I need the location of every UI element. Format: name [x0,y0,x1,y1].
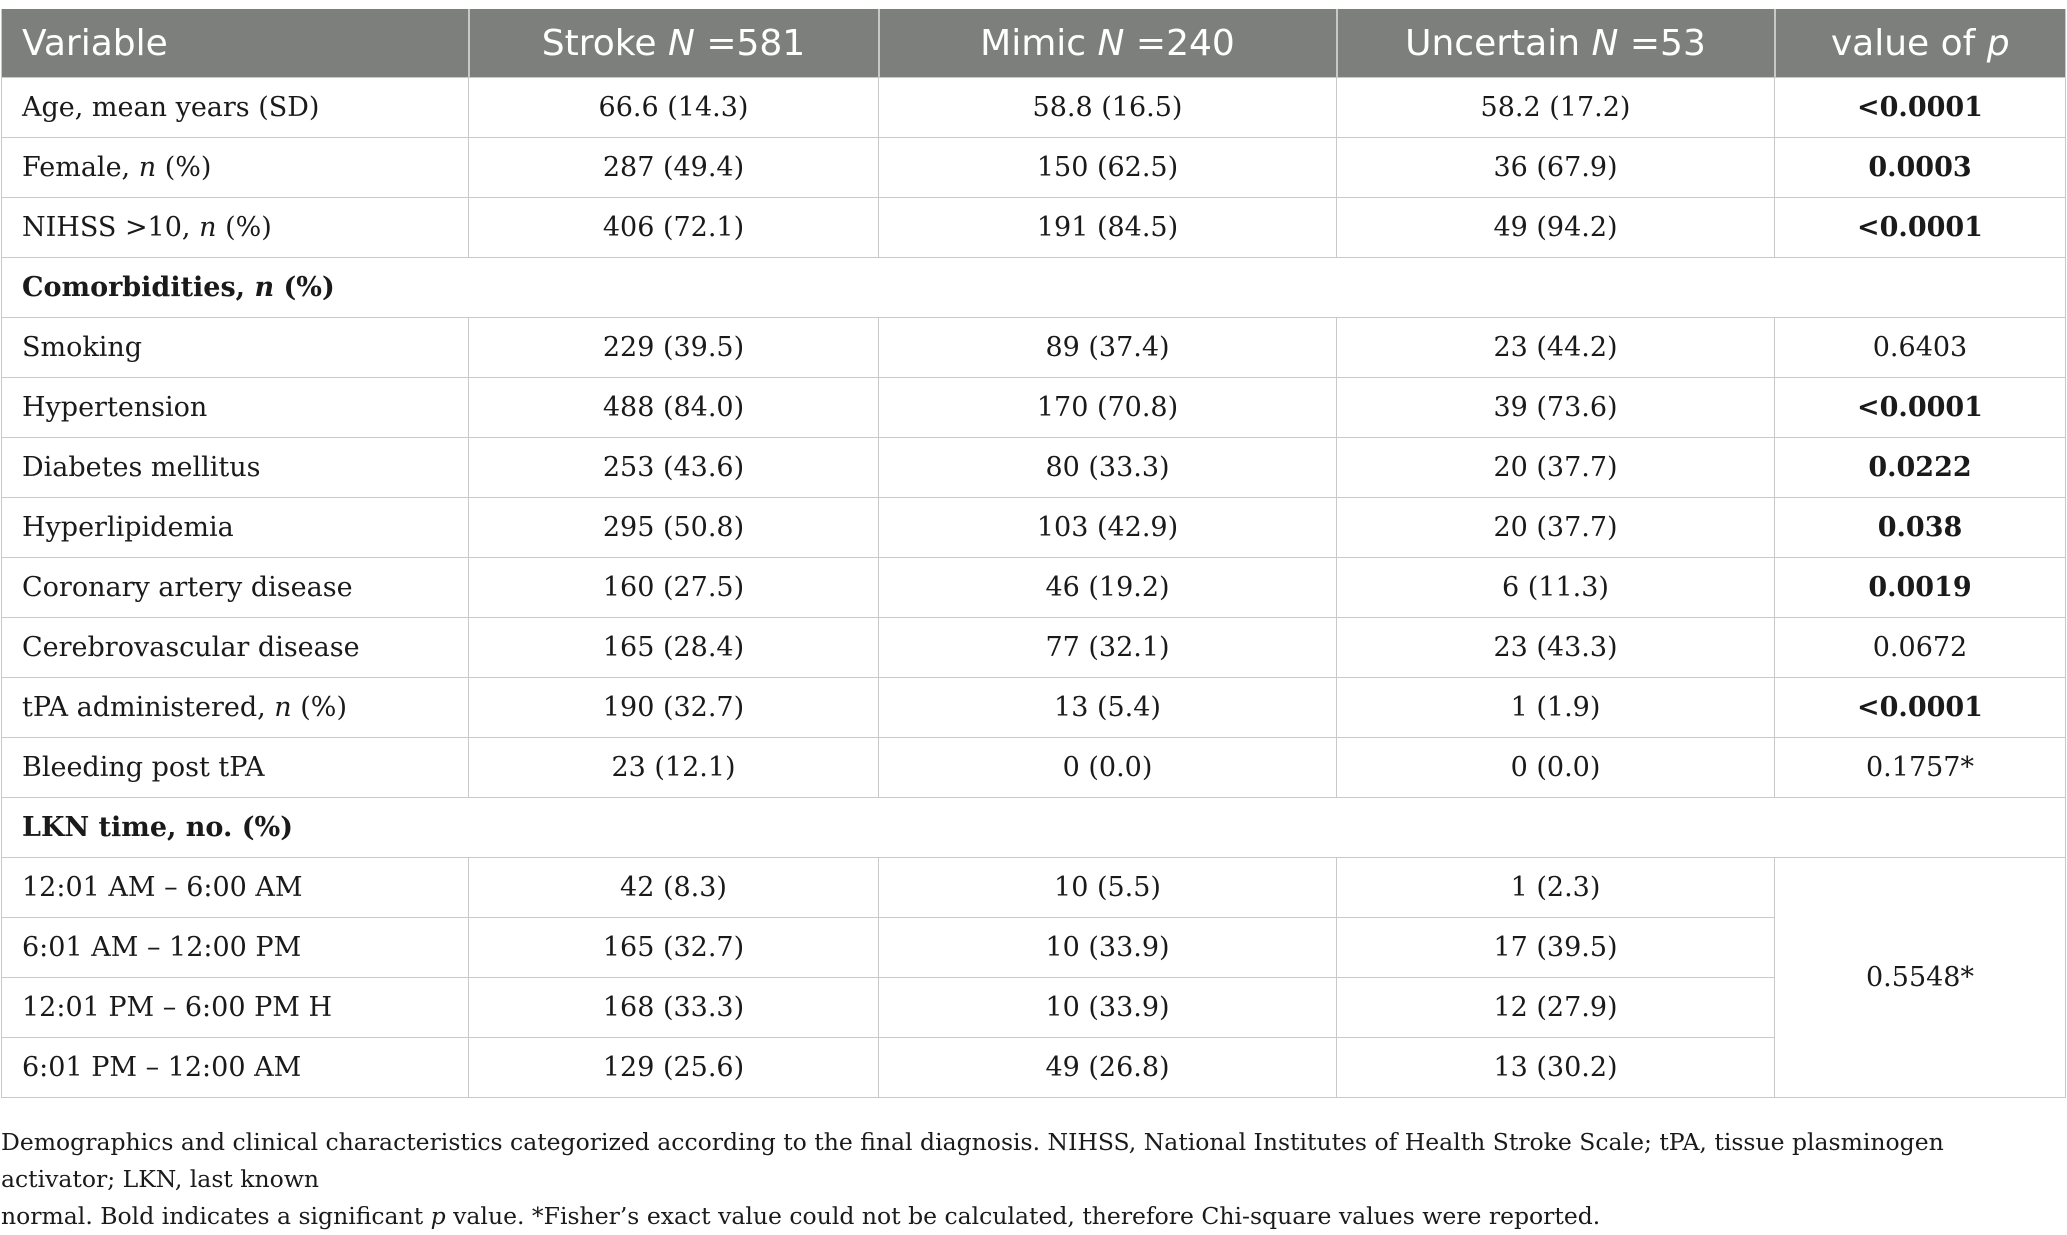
cell-mimic: 80 (33.3) [879,438,1337,498]
cell-p-value: 0.0019 [1775,558,2066,618]
cell-mimic: 170 (70.8) [879,378,1337,438]
cell-mimic: 49 (26.8) [879,1038,1337,1098]
row-label [2,858,469,918]
cell-uncertain: 39 (73.6) [1337,378,1775,438]
header-row [2,9,2066,78]
cell-stroke: 66.6 (14.3) [469,78,879,138]
row-label [2,318,469,378]
cell-stroke: 165 (32.7) [469,918,879,978]
row-label-part: (%) [216,212,272,243]
row-label [2,378,469,438]
cell-p-value: 0.0003 [1775,138,2066,198]
row-label [2,1038,469,1098]
cell-p-value: 0.038 [1775,498,2066,558]
column-header [2,9,469,78]
table-row [2,318,2066,378]
cell-mimic: 191 (84.5) [879,198,1337,258]
cell-uncertain: 0 (0.0) [1337,738,1775,798]
row-label [2,918,469,978]
row-label [2,138,469,198]
row-label [2,618,469,678]
table-row [2,978,2066,1038]
cell-stroke: 229 (39.5) [469,318,879,378]
column-header [1775,9,2066,78]
column-header [469,9,879,78]
row-label-part: 12:01 AM – 6:00 AM [22,872,303,903]
cell-uncertain: 49 (94.2) [1337,198,1775,258]
column-header-symbol: N [1097,22,1125,64]
cell-p-value: <0.0001 [1775,78,2066,138]
row-label [2,558,469,618]
column-header-symbol: N [1591,22,1619,64]
column-header-count: =240 [1124,22,1235,64]
row-label [2,978,469,1038]
cell-uncertain: 20 (37.7) [1337,438,1775,498]
table-row [2,498,2066,558]
table-row [2,78,2066,138]
cell-p-value: 0.5548* [1775,858,2066,1098]
cell-uncertain: 12 (27.9) [1337,978,1775,1038]
cell-uncertain: 23 (44.2) [1337,318,1775,378]
cell-mimic: 0 (0.0) [879,738,1337,798]
section-row [2,258,2066,318]
column-header [879,9,1337,78]
cell-uncertain: 1 (1.9) [1337,678,1775,738]
table-body [2,78,2066,1098]
row-label [2,498,469,558]
cell-stroke: 168 (33.3) [469,978,879,1038]
column-header-label: Variable [22,22,168,64]
table-row [2,738,2066,798]
row-label [2,738,469,798]
cell-stroke: 129 (25.6) [469,1038,879,1098]
row-label-part: n [274,692,292,723]
cell-stroke: 406 (72.1) [469,198,879,258]
cell-uncertain: 17 (39.5) [1337,918,1775,978]
cell-stroke: 165 (28.4) [469,618,879,678]
section-label [2,258,2066,318]
column-header [1337,9,1775,78]
row-label-part: Hyperlipidemia [22,512,234,543]
table-row [2,378,2066,438]
row-label-part: (%) [274,272,335,303]
row-label-part: tPA administered, [22,692,275,723]
footnote-line-1: Demographics and clinical characteristics categorized according to the final diagnosis. NIHSS, National Institutes of Health Stroke Scale; tPA, tissue plasminogen activator; LKN, last known [1,1128,1944,1193]
cell-stroke: 253 (43.6) [469,438,879,498]
cell-uncertain: 1 (2.3) [1337,858,1775,918]
column-header-count: =53 [1618,22,1706,64]
table-row [2,438,2066,498]
column-header-label: Stroke [541,22,668,64]
column-header-symbol: N [667,22,695,64]
row-label-part: Female, [22,152,139,183]
table-footnote [1,1124,2061,1235]
row-label [2,198,469,258]
column-header-label: value of [1830,22,1987,64]
cell-stroke: 23 (12.1) [469,738,879,798]
row-label-part: (%) [156,152,212,183]
table-row [2,198,2066,258]
row-label [2,438,469,498]
cell-uncertain: 58.2 (17.2) [1337,78,1775,138]
column-header-count: =581 [694,22,806,64]
cell-mimic: 58.8 (16.5) [879,78,1337,138]
cell-stroke: 287 (49.4) [469,138,879,198]
column-header-label: Uncertain [1405,22,1592,64]
row-label-part: Cerebrovascular disease [22,632,360,663]
cell-mimic: 77 (32.1) [879,618,1337,678]
section-row [2,798,2066,858]
row-label-part: Coronary artery disease [22,572,353,603]
row-label-part: 6:01 AM – 12:00 PM [22,932,302,963]
cell-p-value: 0.6403 [1775,318,2066,378]
cell-mimic: 10 (33.9) [879,918,1337,978]
cell-p-value: <0.0001 [1775,378,2066,438]
column-header-label: Mimic [980,22,1098,64]
table-row [2,918,2066,978]
cell-p-value: 0.0672 [1775,618,2066,678]
cell-p-value: 0.1757* [1775,738,2066,798]
footnote-text: value. *Fisher’s exact value could not be calculated, therefore Chi-square values were reported. [445,1202,1601,1230]
cell-mimic: 103 (42.9) [879,498,1337,558]
row-label-part: NIHSS >10, [22,212,200,243]
row-label-part: Bleeding post tPA [22,752,265,783]
row-label-part: Diabetes mellitus [22,452,261,483]
table-row [2,558,2066,618]
row-label [2,78,469,138]
cell-mimic: 10 (33.9) [879,978,1337,1038]
cell-uncertain: 36 (67.9) [1337,138,1775,198]
cell-stroke: 190 (32.7) [469,678,879,738]
footnote-text: normal. Bold indicates a significant [1,1202,431,1230]
cell-mimic: 46 (19.2) [879,558,1337,618]
table-row [2,1038,2066,1098]
cell-mimic: 89 (37.4) [879,318,1337,378]
cell-mimic: 10 (5.5) [879,858,1337,918]
cell-uncertain: 23 (43.3) [1337,618,1775,678]
footnote-p-symbol: p [430,1202,446,1230]
row-label-part: n [138,152,157,183]
row-label-part: 12:01 PM – 6:00 PM H [22,992,333,1023]
table-row [2,618,2066,678]
cell-p-value: 0.0222 [1775,438,2066,498]
cell-p-value: <0.0001 [1775,198,2066,258]
cell-mimic: 150 (62.5) [879,138,1337,198]
cell-uncertain: 6 (11.3) [1337,558,1775,618]
row-label-part: Hypertension [22,392,208,423]
table-row [2,138,2066,198]
cell-stroke: 42 (8.3) [469,858,879,918]
cell-stroke: 488 (84.0) [469,378,879,438]
row-label-part: Age, mean years (SD) [22,92,320,123]
cell-uncertain: 20 (37.7) [1337,498,1775,558]
cell-uncertain: 13 (30.2) [1337,1038,1775,1098]
row-label-part: Smoking [22,332,143,363]
section-label [2,798,2066,858]
row-label-part: n [199,212,217,243]
row-label-part: (%) [291,692,347,723]
table-header [2,9,2066,78]
cell-mimic: 13 (5.4) [879,678,1337,738]
cell-stroke: 160 (27.5) [469,558,879,618]
row-label-part: LKN time, no. (%) [22,812,293,843]
row-label [2,678,469,738]
row-label-part: Comorbidities, [22,272,255,303]
column-header-symbol: p [1986,22,2010,64]
cell-stroke: 295 (50.8) [469,498,879,558]
row-label-part: 6:01 PM – 12:00 AM [22,1052,302,1083]
data-table [1,9,2066,1098]
row-label-part: n [254,272,275,303]
table-row [2,678,2066,738]
table-row [2,858,2066,918]
cell-p-value: <0.0001 [1775,678,2066,738]
